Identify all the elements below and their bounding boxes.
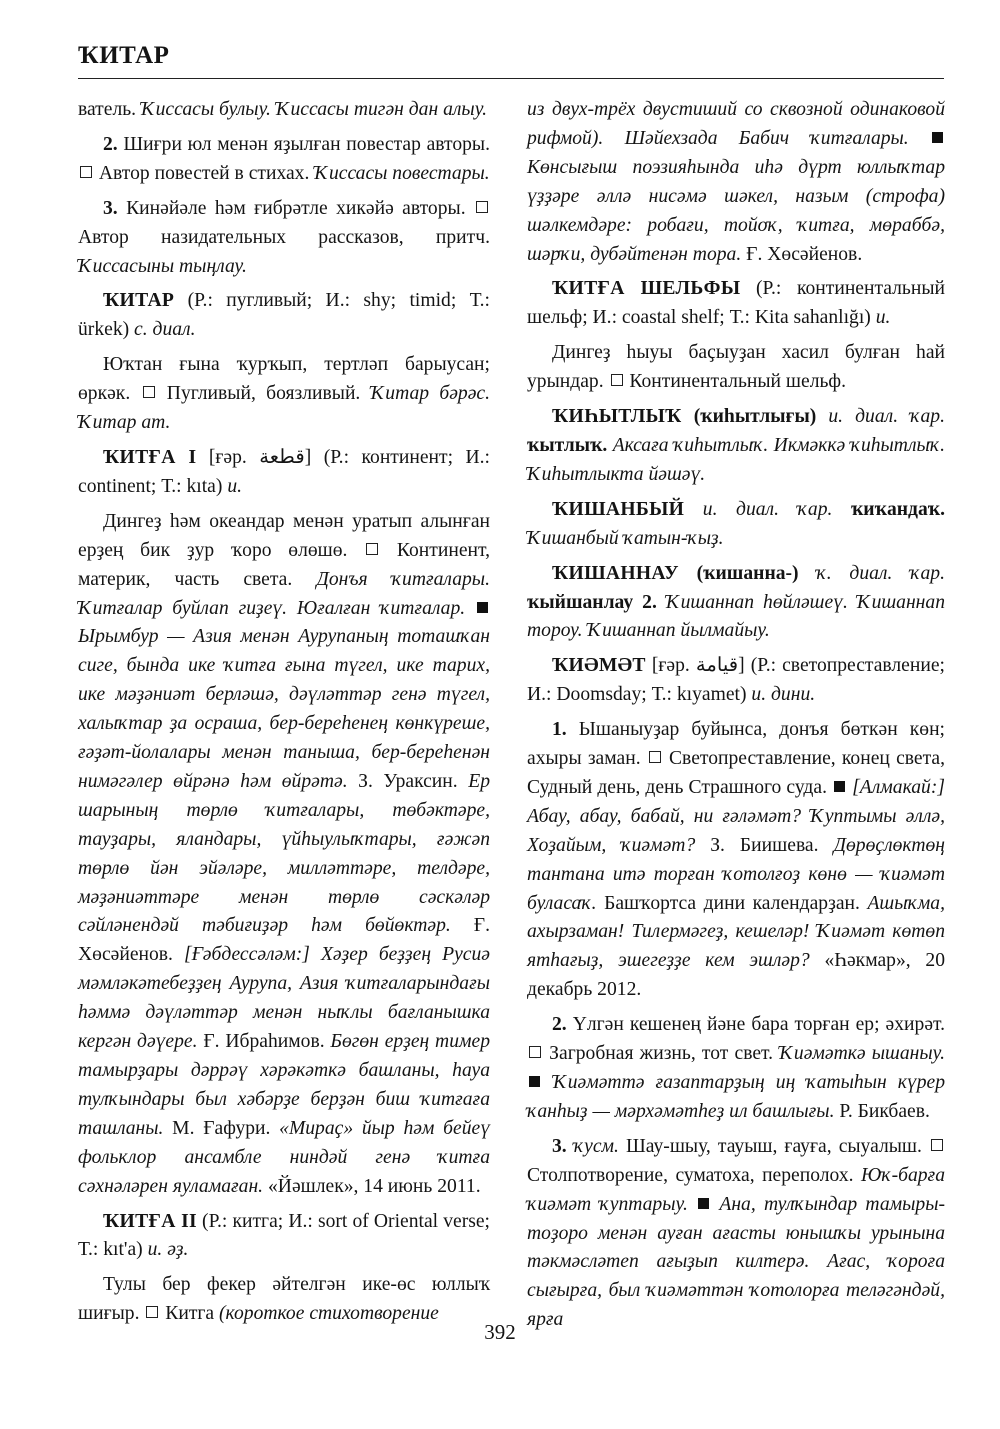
translation-marker-icon	[80, 166, 92, 178]
translation-marker-icon	[529, 1046, 541, 1058]
page-header	[78, 38, 944, 79]
headword: ҠИТҒА II	[103, 1210, 197, 1232]
entry-kitga-1-head: ҠИТҒА I [ғәр. قطعة] (Р.: континент; И.: continent; Т.: kıta) и.	[78, 446, 490, 497]
cross-reference: ҡытлыҡ.	[527, 434, 608, 456]
entry-kitga-2-definition: Тулы бер фекер әйтелгән ике-өс юллыҡ шиғыр. Китга (короткое стихотворение	[78, 1274, 490, 1325]
quotation-marker-icon	[477, 602, 488, 613]
arabic-etymon: قطعة	[259, 446, 305, 468]
entry-kishanbyy: ҠИШАНБЫЙ и. диал. ҡар. ҡиҡандаҡ. Ҡишанбый ҡатын-ҡыҙ.	[527, 498, 945, 549]
arabic-etymon: قيامة	[695, 655, 739, 677]
entry-kishannau: ҠИШАННАУ (ҡишанна-) ҡ. диал. ҡар. ҡыйшанлау 2. Ҡишаннап һөйләшеү. Ҡишаннап тороу. Ҡишаннап йылмайыу.	[527, 562, 945, 642]
entry-kihytlyk: ҠИҺЫТЛЫҠ (ҡиһытлығы) и. диал. ҡар. ҡытлыҡ. Аксаға ҡиһытлыҡ. Икмәккә ҡиһытлыҡ. Ҡиһытлыкта йәшәү.	[527, 406, 945, 485]
entry-continuation: ватель. Ҡиссасы булыу. Ҡиссасы тигән дан алыу.	[78, 99, 488, 120]
headword: ҠИШАНБЫЙ	[552, 498, 685, 520]
quotation-marker-icon	[529, 1076, 540, 1087]
headword: ҠИШАННАУ	[552, 562, 679, 584]
running-head: ҠИТАР	[78, 42, 170, 69]
translation-marker-icon	[366, 543, 378, 555]
translation-marker-icon	[931, 1139, 943, 1151]
entry-kitar-definition: Юҡтан ғына ҡурҡып, тертләп барыусан; өркәк. Пугливый, боязливый. Ҡитар бәрәс. Ҡитар ат.	[78, 354, 490, 434]
entry-kiamat-sense-1: 1. Ышаныуҙар буйынса, донъя бөткән көн; ахыры заман. Светопреставление, конец света, Судный день, день Страшного суда. [Алмакай:] Абау, абау, бабай, ни ғәләмәт? Ҡуптымы әллә, Хоҙайым, ҡиәмәт? З. Биишева. Дөрөҫлөктөң тантана итә торған ҡотолғоҙ көнө — ҡиәмәт буласаҡ. Башҡортса дини календарҙан. Ашыҡма, ахырзаман! Тилермәгеҙ, кешеләр! Ҡиәмәт көтөп ятһағыҙ, эшегеҙҙе кем эшләр? «Һәкмар», 20 декабрь 2012.	[527, 719, 945, 1001]
translation-marker-icon	[476, 201, 488, 213]
quotation-marker-icon	[932, 132, 943, 143]
page-number: 392	[484, 1320, 516, 1344]
entry-kitga-2-head: ҠИТҒА II (Р.: китга; И.: sort of Oriental verse; Т.: kıt'a) и. әҙ.	[78, 1210, 490, 1261]
cross-reference: ҡыйшанлау 2.	[527, 591, 657, 613]
header-rule	[78, 78, 944, 79]
headword: ҠИӘМӘТ	[552, 655, 646, 677]
cross-reference: ҡиҡандаҡ.	[850, 498, 945, 520]
headword: ҠИТАР	[103, 290, 175, 312]
sense-3: 3. Кинәйәле һәм ғибрәтле хикәйә авторы. Автор назидательных рассказов, притч. Ҡиссасыны тыңлау.	[78, 197, 490, 277]
right-column	[527, 96, 945, 1341]
left-column	[78, 96, 490, 1335]
translation-marker-icon	[649, 751, 661, 763]
headword: ҠИҺЫТЛЫҠ	[552, 406, 682, 428]
entry-kitga-shelfy-head: ҠИТҒА ШЕЛЬФЫ (Р.: континентальный шельф; И.: coastal shelf; Т.: Kita sahanlığı) и.	[527, 278, 946, 329]
entry-kiamat-head: ҠИӘМӘТ [ғәр. قيامة] (Р.: светопреставление; И.: Doomsday; Т.: kıyamet) и. дини.	[527, 655, 945, 706]
headword: ҠИТҒА ШЕЛЬФЫ	[552, 278, 741, 300]
headword: ҠИТҒА I	[103, 446, 197, 468]
translation-marker-icon	[611, 374, 623, 386]
entry-kiamat-sense-2: 2. Үлгән кешенең йәне бара торған ер; әхирәт. Загробная жизнь, тот свет. Ҡиәмәткә ышаныу. Ҡиәмәттә ғазаптарҙың иң ҡатыһын күрер ҡанһыҙ — мәрхәмәтһеҙ ил башлығы. Р. Бикбаев.	[527, 1014, 945, 1122]
quotation-marker-icon	[834, 781, 845, 792]
entry-kitga-shelfy-definition: Дингеҙ һыуы баҫыуҙан хасил булған һай урындар. Континентальный шельф.	[527, 342, 945, 393]
entry-kitga-1-definition: Дингеҙ һәм океандар менән уратып алынған ерҙең бик ҙур ҡоро өлөшө. Континент, материк, часть света. Донъя ҡитғалары. Ҡитғалар буйлап гиҙеү. Юғалған ҡитғалар. Ырымбур — Азия менән Аурупаның тоташҡан сиге, бында ике ҡитға ғына түгел, ике тарих, ике мәҙәниәт берләшә, дәүләттәр генә түгел, халыҡтар ҙа осраша, бер-береһенең көнкүреше, ғәҙәт-йолалары менән таныша, бер-береһенән нимәгәлер өйрәнә һәм өйрәтә. З. Ураксин. Ер шарының төрлө ҡитғалары, төбәктәре, тауҙары, яландары, үйһыулыҡтары, ғәжәп төрлө йән эйәләре, милләттәре, телдәре, мәҙәниәттәре менән төрлө сәскәләр сәйләнендәй тәбиғиҙәр һәм бөйөктәр. Ғ. Хөсәйенов. [Ғәбдессәләм:] Хәҙер беҙҙең Русиә мәмләкәтебеҙҙең Аурупа, Азия ҡитғаларындағы һәммә дәүләттәр менән ныҡлы бағланышка кергән дәүере. Ғ. Ибраһимов. Бөгөн ерҙең тимер тамырҙары дәррәү хәрәкәткә башланы, һауа тулҡындары был хәбәрҙе берҙән биш ҡитғаға ташланы. М. Ғафури. «Мираҫ» йыр һәм бейеү фольклор ансамбле ниндәй генә ҡитға сәхнәләрен яуламаған. «Йәшлек», 14 июнь 2011.	[78, 510, 491, 1197]
quotation-marker-icon	[698, 1198, 709, 1209]
translation-marker-icon	[146, 1306, 158, 1318]
entry-kiamat-sense-3: 3. ҡусм. Шау-шыу, тауыш, ғауға, сыуалыш. Столпотворение, суматоха, переполох. Юҡ-барға ҡиәмәт ҡуптарыу. Ана, тулҡындар тамыры-тоҙоро менән ауған ағасты юнышҡы урынына тәкмәсләтеп ағыҙып килтерә. Ағас, ҡороға сығырға, был ҡиәмәттән ҡотолорға теләгәндәй, ярға	[527, 1135, 945, 1331]
sense-2: 2. Шиғри юл менән яҙылған повестар авторы. Автор повестей в стихах. Ҡиссасы повестары.	[78, 131, 490, 189]
entry-continuation: из двух-трёх двустиший со сквозной одинаковой рифмой). Шәйехзада Бабич ҡитғалары. Көнсығыш поэзияһында иһә дүрт юллыҡтар үҙҙәре әллә нисәмә шәкел, назым (строфа) шәлкемдәре: робағи, тойоҡ, ҡитға, мөраббә, шәрҡи, дубәйтенән тора. Ғ. Хөсәйенов.	[527, 99, 945, 265]
entry-kitar-head: ҠИТАР (Р.: пугливый; И.: shy; timid; Т.: ürkek) с. диал.	[78, 290, 490, 341]
translation-marker-icon	[143, 386, 155, 398]
